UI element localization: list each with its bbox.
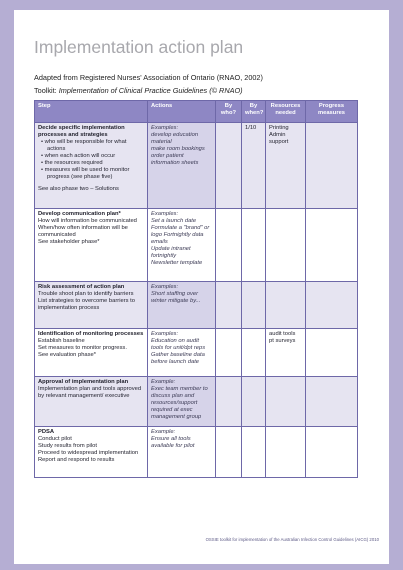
action-line: order patient information sheets: [151, 153, 199, 167]
progress-cell: [306, 377, 358, 427]
actions-cell: [148, 282, 216, 329]
action-line: Education on audit tools for unit/dpt reps: [151, 338, 206, 352]
col-header-actions: Actions: [148, 101, 216, 123]
table-row: [35, 209, 358, 282]
step-cell: [35, 209, 148, 282]
actions-cell: [148, 329, 216, 377]
action-line: Ensure all tools available for pilot: [151, 436, 195, 450]
step-cell: [35, 427, 148, 478]
resources-cell: [266, 329, 306, 377]
resource-item: Admin support: [269, 132, 289, 146]
col-header-by-who: By who?: [216, 101, 242, 123]
actions-cell: [148, 123, 216, 209]
action-line: Update intranet fortnightly: [151, 246, 191, 260]
table-row: [35, 123, 358, 209]
actions-cell: [148, 377, 216, 427]
col-header-step: Step: [35, 101, 148, 123]
step-heading: PDSA: [38, 429, 55, 435]
by-who-cell: [216, 427, 242, 478]
resource-item: pt surveys: [269, 338, 296, 345]
step-line: Set measures to monitor progress.: [38, 345, 127, 352]
action-line: Gather baseline data before launch date: [151, 352, 205, 366]
by-when-cell: [242, 209, 266, 282]
by-when-cell: [242, 377, 266, 427]
action-line: Exec team member to discuss plan and resources/support required at exec management group: [151, 386, 208, 421]
progress-cell: [306, 427, 358, 478]
source-attribution: Adapted from Registered Nurses' Association of Ontario (RNAO, 2002): [34, 73, 263, 82]
step-line: Proceed to widespread implementation: [38, 450, 139, 457]
by-who-cell: [216, 282, 242, 329]
resources-cell: [266, 427, 306, 478]
step-line: See stakeholder phase*: [38, 239, 100, 246]
action-line: Example:: [151, 429, 176, 435]
progress-cell: [306, 329, 358, 377]
resource-item: audit tools: [269, 331, 296, 337]
resources-cell: [266, 123, 306, 209]
step-bullet: • measures will be used to monitor progress (see phase five): [38, 167, 144, 181]
step-heading: Decide specific implementation processes and strategies: [38, 125, 125, 139]
step-heading: Approval of implementation plan: [38, 379, 129, 385]
action-line: Newsletter template: [151, 260, 203, 267]
action-line: Examples:: [151, 211, 179, 217]
resources-cell: [266, 282, 306, 329]
page-title: Implementation action plan: [34, 37, 244, 57]
action-line: Examples:: [151, 331, 179, 337]
col-header-resources: Resources needed: [266, 101, 306, 123]
step-line: Report and respond to results: [38, 457, 115, 464]
action-line: Set a launch date: [151, 218, 197, 225]
progress-cell: [306, 209, 358, 282]
step-line: How will information be communicated: [38, 218, 137, 225]
step-line: List strategies to overcome barriers to implementation process: [38, 298, 135, 312]
page-footer: OSSIE toolkit for implementation of the Australian Infection Control Guidelines (AICG) 2010: [205, 537, 379, 542]
step-note: See also phase two – Solutions: [38, 185, 119, 192]
actions-cell: [148, 427, 216, 478]
action-plan-table: [34, 100, 358, 478]
resource-item: Printing: [269, 125, 289, 131]
actions-cell: [148, 209, 216, 282]
action-line: develop education material: [151, 132, 199, 146]
table-row: [35, 427, 358, 478]
action-line: Formulate a "brand" or logo Fortnightly data emails: [151, 225, 210, 246]
step-cell: [35, 123, 148, 209]
by-who-cell: [216, 123, 242, 209]
step-line: Implementation plan and tools approved by relevant management/ executive: [38, 386, 142, 400]
action-line: Example:: [151, 379, 176, 385]
step-bullet: • who will be responsible for what actions: [38, 139, 144, 153]
by-who-cell: [216, 377, 242, 427]
step-bullet: • the resources required: [38, 160, 144, 167]
step-cell: [35, 329, 148, 377]
resources-cell: [266, 377, 306, 427]
by-who-cell: [216, 209, 242, 282]
col-header-progress: Progress measures: [306, 101, 358, 123]
step-line: See evaluation phase*: [38, 352, 97, 359]
action-line: Examples:: [151, 284, 179, 290]
step-cell: [35, 377, 148, 427]
step-heading: Develop communication plan*: [38, 211, 121, 217]
step-line: Establish baseline: [38, 338, 85, 345]
step-line: Conduct pilot: [38, 436, 72, 443]
step-line: When/how often information will be communicated: [38, 225, 128, 239]
step-bullet: • when each action will occur: [38, 153, 144, 160]
by-when-cell: 1/10: [242, 123, 266, 209]
col-header-by-when: By when?: [242, 101, 266, 123]
resources-cell: [266, 209, 306, 282]
toolkit-name: Implementation of Clinical Practice Guidelines (© RNAO): [58, 86, 243, 95]
step-line: Trouble shoot plan to identify barriers: [38, 291, 134, 298]
by-when-cell: [242, 282, 266, 329]
step-line: Study results from pilot: [38, 443, 97, 450]
by-when-cell: [242, 329, 266, 377]
by-who-cell: [216, 329, 242, 377]
table-row: [35, 282, 358, 329]
step-heading: Risk assessment of action plan: [38, 284, 125, 290]
toolkit-reference: [34, 86, 243, 95]
action-line: Short staffing over winter mitigate by...: [151, 291, 201, 305]
progress-cell: [306, 282, 358, 329]
table-header-row: [35, 101, 358, 123]
step-heading: Identification of monitoring processes: [38, 331, 144, 337]
by-when-cell: [242, 427, 266, 478]
progress-cell: [306, 123, 358, 209]
step-cell: [35, 282, 148, 329]
action-line: make room bookings: [151, 146, 205, 153]
table-row: [35, 329, 358, 377]
toolkit-prefix: Toolkit:: [34, 86, 59, 95]
action-line: Examples:: [151, 125, 179, 131]
table-row: [35, 377, 358, 427]
